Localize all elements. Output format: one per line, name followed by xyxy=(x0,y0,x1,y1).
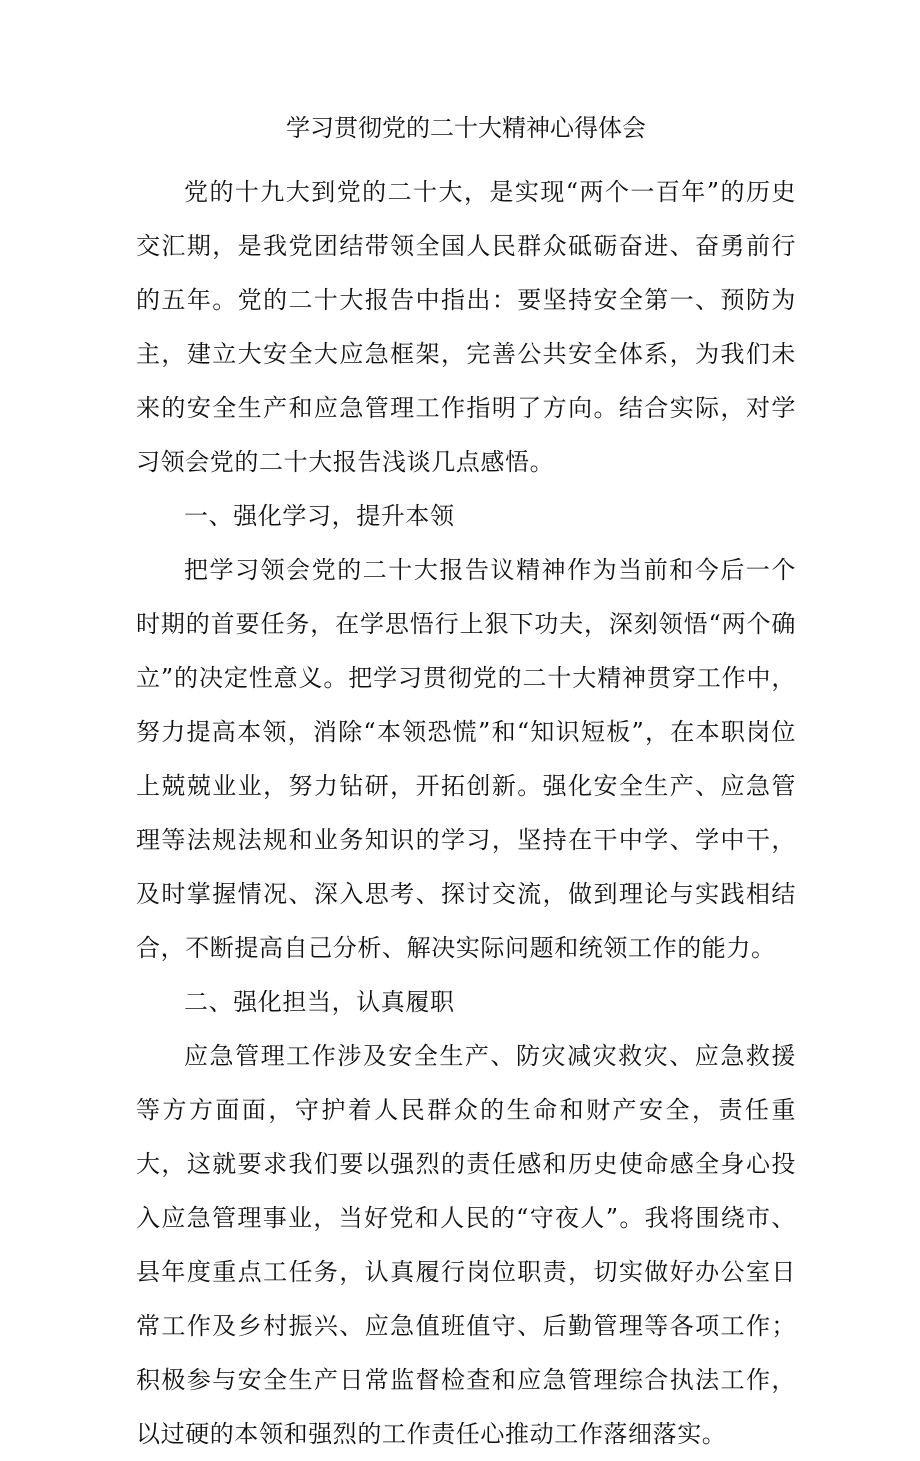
section-body-2: 应急管理工作涉及安全生产、防灾减灾救灾、应急救援等方方面面，守护着人民群众的生命和财产安全，责任重大，这就要求我们要以强烈的责任感和历史使命感全身心投入应急管理事业，当好党和人民的“守夜人”。我将围绕市、县年度重点工任务，认真履行岗位职责，切实做好办公室日常工作及乡村振兴、应急值班值守、后勤管理等各项工作；积极参与安全生产日常监督检查和应急管理综合执法工作，以过硬的本领和强烈的工作责任心推动工作落细落实。 xyxy=(136,1042,796,1448)
section-heading-2: 二、强化担当，认真履职 xyxy=(184,988,455,1016)
section-heading-1: 一、强化学习，提升本领 xyxy=(184,502,455,530)
document-title: 学习贯彻党的二十大精神心得体会 xyxy=(286,114,646,142)
document-page xyxy=(136,108,796,1461)
intro-paragraph: 党的十九大到党的二十大，是实现“两个一百年”的历史交汇期，是我党团结带领全国人民群众砥砺奋进、奋勇前行的五年。党的二十大报告中指出：要坚持安全第一、预防为主，建立大安全大应急框架，完善公共安全体系，为我们未来的安全生产和应急管理工作指明了方向。结合实际，对学习领会党的二十大报告浅谈几点感悟。 xyxy=(136,178,796,476)
section-body-1: 把学习领会党的二十大报告议精神作为当前和今后一个时期的首要任务，在学思悟行上狠下功夫，深刻领悟“两个确立”的决定性意义。把学习贯彻党的二十大精神贯穿工作中，努力提高本领，消除“本领恐慌”和“知识短板”，在本职岗位上兢兢业业，努力钻研，开拓创新。强化安全生产、应急管理等法规法规和业务知识的学习，坚持在干中学、学中干，及时掌握情况、深入思考、探讨交流，做到理论与实践相结合，不断提高自己分析、解决实际问题和统领工作的能力。 xyxy=(136,556,796,962)
